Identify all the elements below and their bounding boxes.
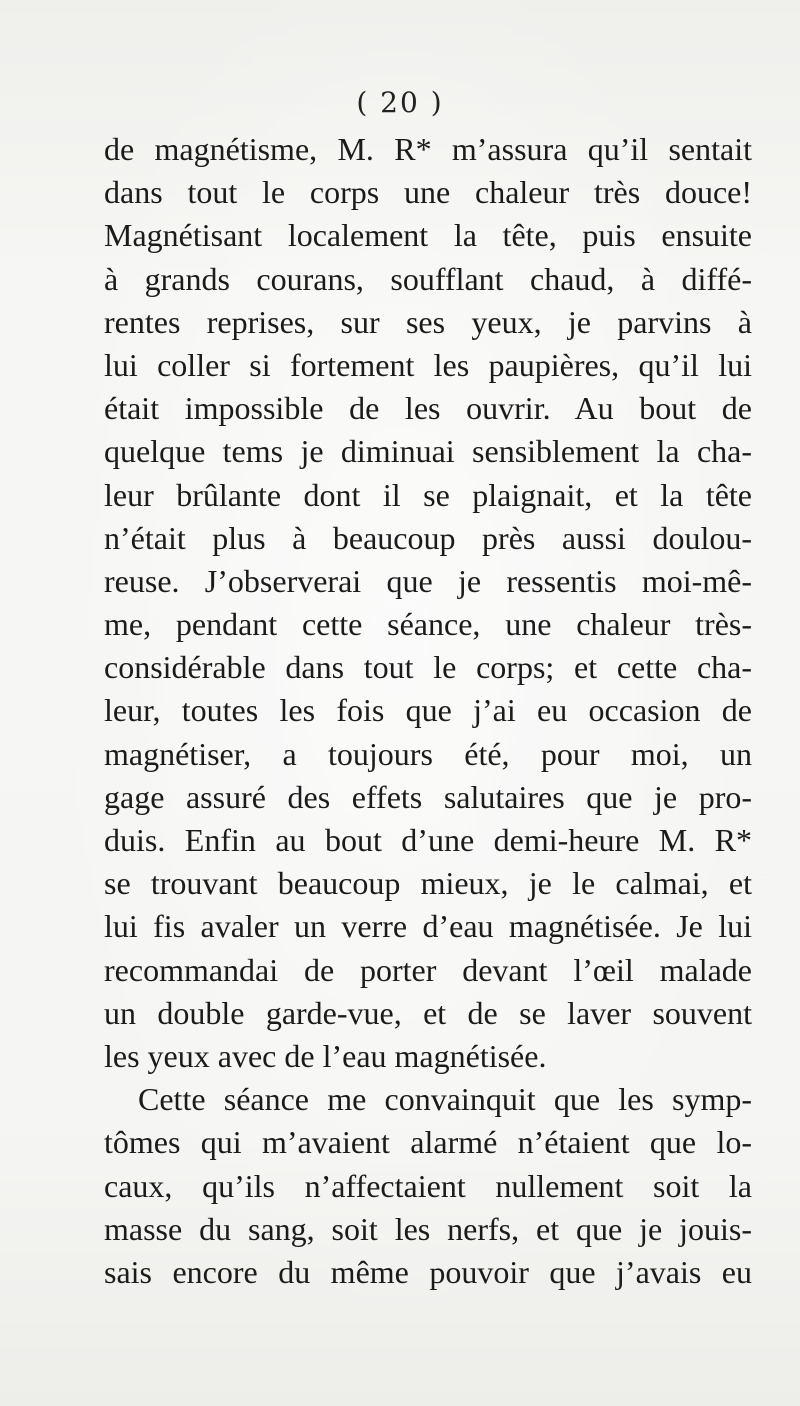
text-line: considérable dans tout le corps; et cette cha- — [104, 649, 752, 686]
text-line: était impossible de les ouvrir. Au bout de — [104, 390, 752, 427]
text-line: leur, toutes les fois que j’ai eu occasion de — [104, 692, 752, 729]
paragraph-end-line: les yeux avec de l’eau magnétisée. — [104, 1037, 547, 1074]
text-line: Magnétisant localement la tête, puis ensuite — [104, 217, 752, 254]
text-line: caux, qu’ils n’affectaient nullement soit la — [104, 1167, 752, 1204]
text-line: leur brûlante dont il se plaignait, et la tête — [104, 476, 752, 513]
text-line: lui coller si fortement les paupières, qu’il lui — [104, 346, 752, 383]
text-line: quelque tems je diminuai sensiblement la cha- — [104, 433, 752, 470]
text-line: à grands courans, soufflant chaud, à diffé- — [104, 260, 752, 297]
text-line: gage assuré des effets salutaires que je pro- — [104, 778, 752, 815]
text-line: reuse. J’observerai que je ressentis moi-mê- — [104, 562, 752, 599]
text-line: rentes reprises, sur ses yeux, je parvins à — [104, 303, 752, 340]
paragraph-start-line: Cette séance me convainquit que les symp- — [138, 1081, 752, 1118]
text-line: tômes qui m’avaient alarmé n’étaient que lo- — [104, 1124, 752, 1161]
body-text — [104, 128, 752, 1294]
text-line: un double garde-vue, et de se laver souvent — [104, 994, 752, 1031]
text-line: se trouvant beaucoup mieux, je le calmai, et — [104, 865, 752, 902]
text-line: me, pendant cette séance, une chaleur très- — [104, 606, 752, 643]
text-line: lui fis avaler un verre d’eau magnétisée. Je lui — [104, 908, 752, 945]
text-line: sais encore du même pouvoir que j’avais eu — [104, 1253, 752, 1290]
text-line: dans tout le corps une chaleur très douce! — [104, 174, 752, 211]
text-line: recommandai de porter devant l’œil malade — [104, 951, 752, 988]
page-number-header: ( 20 ) — [356, 86, 444, 119]
text-line: duis. Enfin au bout d’une demi-heure M. R* — [104, 822, 752, 858]
text-line: masse du sang, soit les nerfs, et que je jouis- — [104, 1210, 752, 1247]
text-line: de magnétisme, M. R* m’assura qu’il sentait — [104, 131, 752, 167]
text-line: n’était plus à beaucoup près aussi doulou- — [104, 519, 752, 556]
text-line: magnétiser, a toujours été, pour moi, un — [104, 735, 752, 772]
